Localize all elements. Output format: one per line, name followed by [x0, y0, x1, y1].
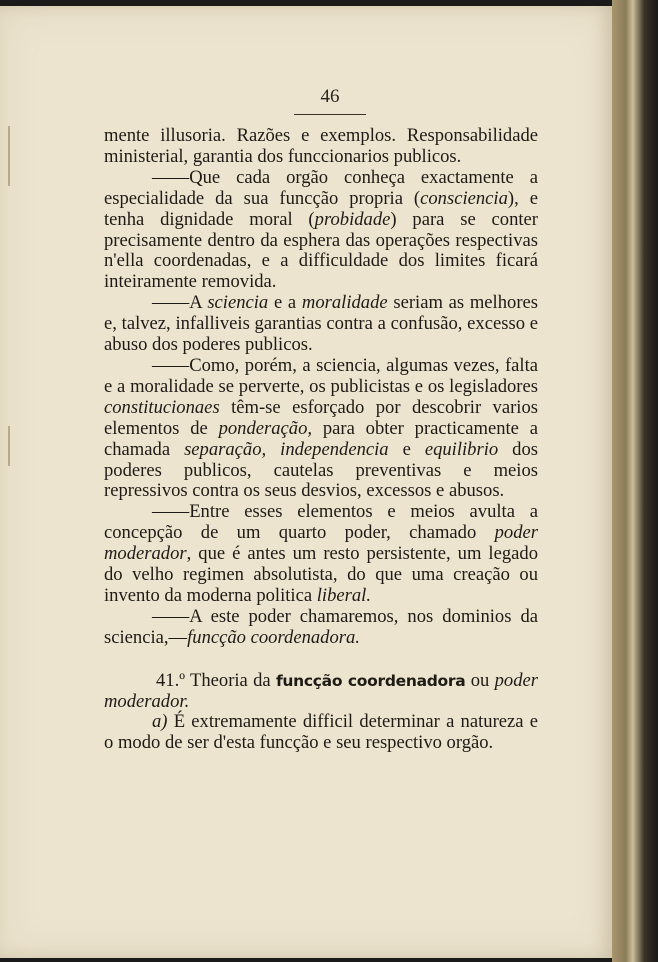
paragraph: ——Como, porém, a sciencia, algumas vezes, falta e a moralidade se perverte, os publicistas e os legisladores constitucionaes têm-se esforçado por descobrir varios elementos de ponderação, para obter practicamente a chamada separação, independencia e equilibrio dos poderes publicos, cautelas preventivas e meios repressivos contra os seus desvios, excessos e abusos. [104, 354, 538, 502]
section-heading: 41.º Theoria da funcção coordenadora ou poder moderador. [104, 669, 538, 712]
page-body [104, 126, 538, 754]
paragraph: ——Entre esses elementos e meios avulta a concepção de um quarto poder, chamado poder moderador, que é antes um resto persistente, um legado do velho regimen absolutista, do que uma creação ou invento da moderna politica liberal. [104, 501, 538, 606]
book-page [0, 6, 612, 958]
paragraph: ——A sciencia e a moralidade seriam as melhores e, talvez, infalliveis garantias contra a confusão, excesso e abuso dos poderes publicos. [104, 292, 539, 356]
paragraph: ——Que cada orgão conheça exactamente a especialidade da sua funcção propria (consciencia), e tenha dignidade moral (probidade) para se conter precisamente dentro da esphera das operações respectivas n'ella coordenadas, e a difficuldade dos limites ficará inteiramente removida. [104, 166, 538, 293]
section-gap [104, 649, 538, 671]
book-edge [612, 0, 658, 962]
header-rule [294, 114, 366, 115]
page-number: 46 [320, 86, 340, 107]
paragraph: ——A este poder chamaremos, nos dominios da sciencia,—funcção coordenadora. [104, 605, 538, 648]
paragraph: a) É extremamente difficil determinar a natureza e o modo de ser d'esta funcção e seu respectivo orgão. [104, 711, 538, 754]
paragraph: mente illusoria. Razões e exemplos. Responsabilidade ministerial, garantia dos funccionarios publicos. [104, 125, 538, 167]
binding-mark [8, 126, 10, 186]
binding-mark [8, 426, 10, 466]
